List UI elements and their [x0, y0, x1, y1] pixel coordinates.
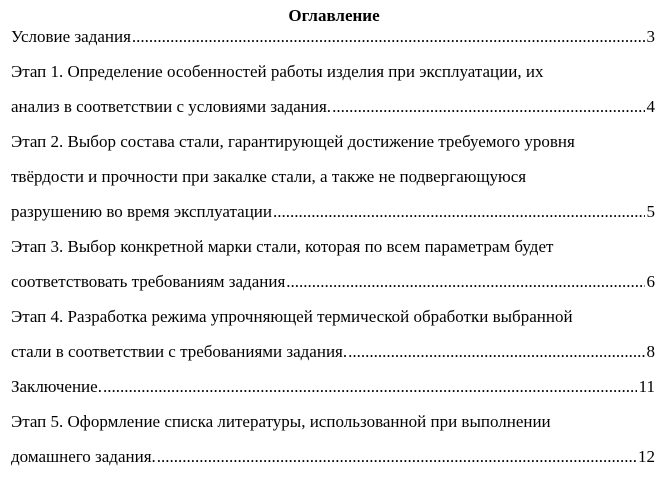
toc-entry[interactable]: [11, 404, 655, 474]
toc-entry-last-line: [11, 89, 655, 124]
toc-entry-text: анализ в соответствии с условиями задания.: [11, 97, 332, 116]
toc-page-number: 4: [646, 97, 655, 116]
toc-leader-dots: [286, 264, 644, 299]
toc-entry[interactable]: [11, 54, 655, 124]
toc-entry-text: Заключение.: [11, 377, 102, 396]
toc-entry[interactable]: [11, 369, 655, 404]
toc-entry[interactable]: [11, 299, 655, 369]
toc-page-number: 3: [646, 27, 655, 46]
toc-leader-dots: [332, 89, 644, 124]
toc-entry-last-line: [11, 439, 655, 474]
toc-page-number: 12: [638, 447, 655, 466]
toc-page-number: 6: [646, 272, 655, 291]
toc-list: [11, 26, 655, 474]
toc-entry-text: Этап 1. Определение особенностей работы изделия при эксплуатации, их: [11, 62, 544, 81]
toc-leader-dots: [157, 439, 636, 474]
toc-entry-text: Условие задания: [11, 27, 131, 46]
toc-entry-text: Этап 4. Разработка режима упрочняющей термической обработки выбранной: [11, 307, 573, 326]
toc-entry[interactable]: [11, 229, 655, 299]
toc-leader-dots: [348, 334, 644, 369]
toc-entry-last-line: [11, 194, 655, 229]
toc-title: Оглавление: [288, 6, 380, 25]
toc-entry-text: соответствовать требованиям задания: [11, 272, 286, 291]
toc-entry-text: Этап 5. Оформление списка литературы, использованной при выполнении: [11, 412, 551, 431]
toc-page-number: 8: [646, 342, 655, 361]
toc-page-number: 5: [646, 202, 655, 221]
toc-entry[interactable]: [11, 26, 655, 48]
toc-entry-last-line: [11, 26, 655, 48]
toc-entry-text: домашнего задания.: [11, 447, 156, 466]
toc-entry-text: твёрдости и прочности при закалке стали, а также не подвергающуюся: [11, 167, 527, 186]
toc-entry-last-line: [11, 264, 655, 299]
toc-entry-text: Этап 3. Выбор конкретной марки стали, которая по всем параметрам будет: [11, 237, 554, 256]
toc-entry-last-line: [11, 369, 655, 404]
toc-leader-dots: [273, 194, 645, 229]
toc-leader-dots: [103, 369, 637, 404]
toc-entry-text: разрушению во время эксплуатации: [11, 202, 272, 221]
toc-entry-last-line: [11, 334, 655, 369]
toc-entry[interactable]: [11, 124, 655, 229]
toc-entry-text: Этап 2. Выбор состава стали, гарантирующей достижение требуемого уровня: [11, 132, 575, 151]
toc-leader-dots: [132, 26, 645, 48]
toc-page-number: 11: [638, 377, 655, 396]
toc-entry-text: стали в соответствии с требованиями задания.: [11, 342, 348, 361]
